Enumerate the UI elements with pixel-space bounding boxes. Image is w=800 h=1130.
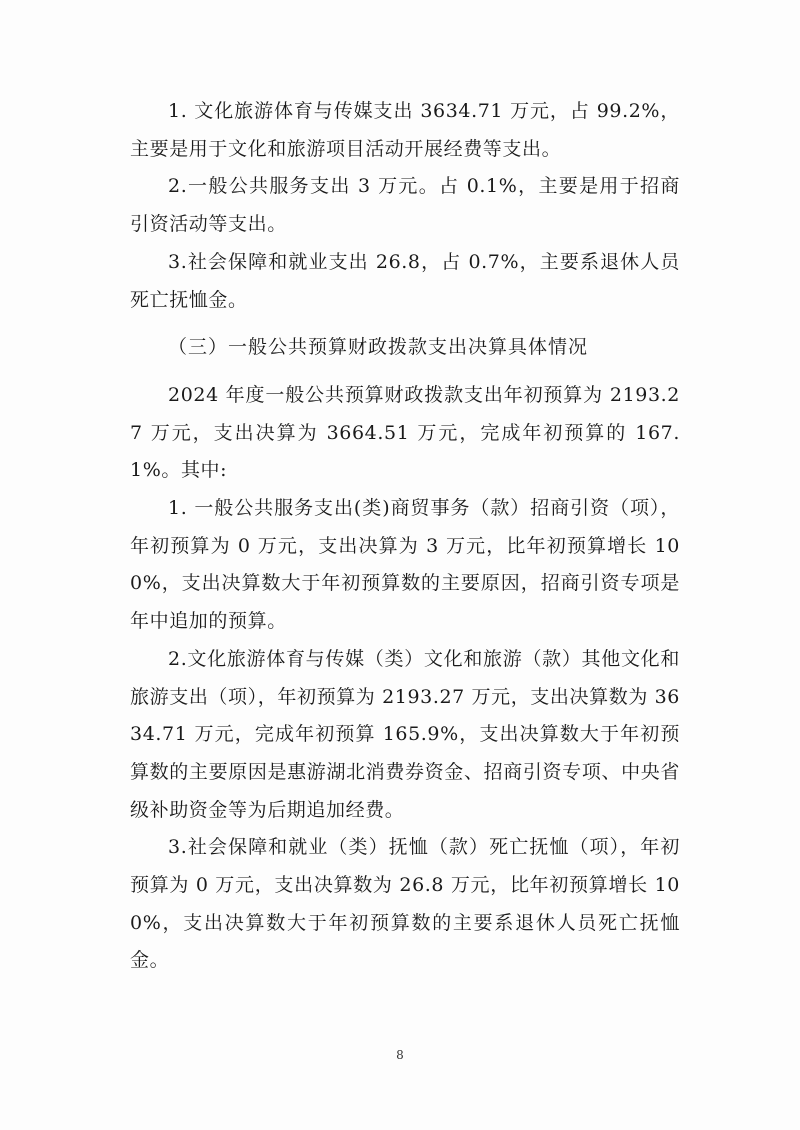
paragraph-budget-intro: 2024 年度一般公共预算财政拨款支出年初预算为 2193.27 万元，支出决算为 3664.51 万元，完成年初预算的 167.1%。其中: xyxy=(130,383,680,482)
item-culture-tourism-detail: 2.文化旅游体育与传媒（类）文化和旅游（款）其他文化和旅游支出（项），年初预算为 2193.27 万元，支出决算数为 3634.71 万元，完成年初预算 165.9%，支出决算数大于年初预算数的主要原因是惠游湖北消费券资金、招商引资专项、中央省级补助资金等为后期追加经费。 xyxy=(130,647,680,821)
paragraph-culture-expense: 1. 文化旅游体育与传媒支出 3634.71 万元，占 99.2%，主要是用于文化和旅游项目活动开展经费等支出。 xyxy=(130,100,680,160)
item-public-service-detail: 1. 一般公共服务支出(类)商贸事务（款）招商引资（项），年初预算为 0 万元，支出决算为 3 万元，比年初预算增长 100%，支出决算数大于年初预算数的主要原因，招商引资专项是年中追加的预算。 xyxy=(130,497,680,633)
item-social-security-detail: 3.社会保障和就业（类）抚恤（款）死亡抚恤（项），年初预算为 0 万元，支出决算数为 26.8 万元，比年初预算增长 100%，支出决算数大于年初预算数的主要系退休人员死亡抚恤金。 xyxy=(130,836,680,972)
paragraph-public-service-expense: 2.一般公共服务支出 3 万元。占 0.1%，主要是用于招商引资活动等支出。 xyxy=(130,175,680,236)
paragraph-social-security-expense: 3.社会保障和就业支出 26.8，占 0.7%，主要系退休人员死亡抚恤金。 xyxy=(130,250,680,311)
section-heading: （三）一般公共预算财政拨款支出决算具体情况 xyxy=(168,336,589,359)
document-body xyxy=(130,93,680,980)
page-number: 8 xyxy=(396,1048,404,1062)
